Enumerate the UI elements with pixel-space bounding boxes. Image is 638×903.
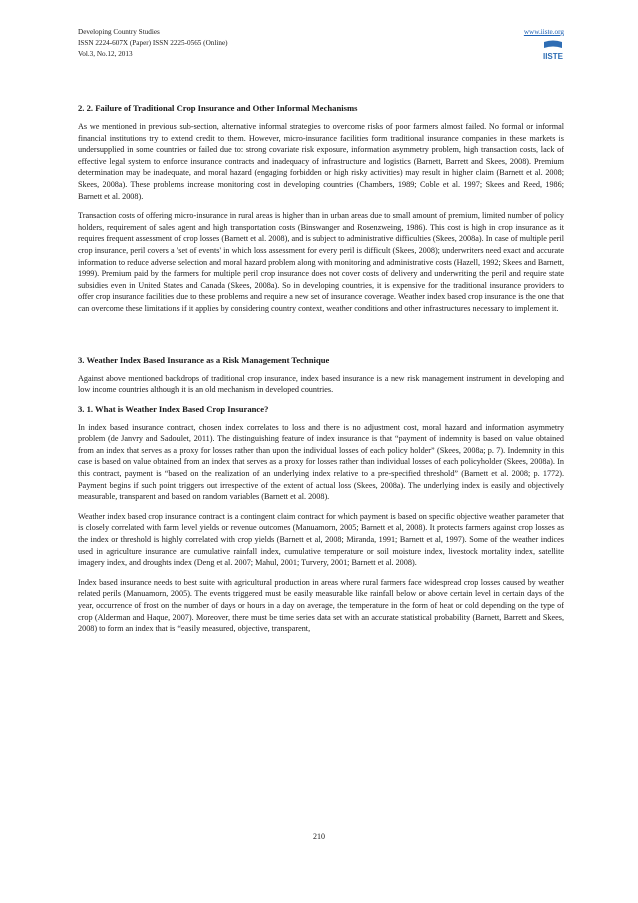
section-3-1-heading: 3. 1. What is Weather Index Based Crop Insurance? (78, 403, 269, 414)
journal-url-link[interactable]: www.iiste.org (523, 28, 564, 36)
page-number: 210 (313, 832, 325, 841)
section-gap (78, 323, 564, 355)
journal-title: Developing Country Studies (78, 28, 160, 36)
article-body (78, 103, 564, 643)
section-2-2-heading: 2. 2. Failure of Traditional Crop Insurance and Other Informal Mechanisms (78, 103, 358, 113)
volume-line: Vol.3, No.12, 2013 (78, 50, 133, 58)
issn-line: ISSN 2224-607X (Paper) ISSN 2225-0565 (Online) (78, 39, 228, 47)
logo-text: IISTE (542, 52, 564, 61)
section-3-1-paragraph-2: Weather index based crop insurance contract is a contingent claim contract for which payment is based on specific objective weather parameter that is closely correlated with farm level yields or revenue outcomes (Manuamorn, 2005; Barnett et al, 2008). It protects farmers against crop losses as the index or threshold is highly correlated with crop yields (Barnett et al, 2008; Miranda, 1991; Barnett et al, 1997). Some of the weather indices used in agriculture insurance are cumulative rainfall index, cumulative temperature or soil moisture index, livestock mortality index, satellite imagery index, and droughts index (Deng et al. 2007; Mahul, 2001; Turvery, 2001; Barnett et al. 2008). (78, 511, 564, 568)
section-2-2-paragraph-1: As we mentioned in previous sub-section, alternative informal strategies to overcome risks of poor farmers almost failed. No formal or informal financial institutions try to extend credit to them. However, micro-insurance facilities form traditional insurance companies in these markets is undersupplied in some countries or failed due to: strong covariate risk exposure, information asymmetry problem, high transaction costs, lack of effective legal system to enforce insurance contracts and inadequacy of infrastructure and logistics (Barnett, Barrett and Skees, 2008). Premium determination may be inadequate, and moral hazard (engaging forbidden or high risky activities) may result in higher claim (Barnett et al. 2008; Skees, 2008a). These problems increase monitoring cost in developing countries (Chambers, 1989; Coble et al. 1997; Skees and Reed, 1986; Barnett et al. 2008). (78, 122, 564, 201)
section-3-1-paragraph-3: Index based insurance needs to best suite with agricultural production in areas where rural farmers face widespread crop losses caused by weather related perils (Manuamorn, 2005). The events triggered must be easily measurable like rainfall below or above certain level in certain days of the year, occurrence of frost on the number of days or hours in a day on average, the temperature in the form of heat or cold depending on the type of crop (Alderman and Haque, 2007). Moreover, there must be time series data set with an accurate statistical probability (Barnett, Barrett and Skees, 2008) to form an index that is “easily measured, objective, transparent, (78, 577, 564, 634)
iiste-logo-icon (542, 39, 564, 63)
page-header (78, 27, 564, 60)
section-3-heading: 3. Weather Index Based Insurance as a Risk Management Technique (78, 354, 330, 365)
section-3-paragraph-1: Against above mentioned backdrops of traditional crop insurance, index based insurance is a new risk management instrument in developing and low income countries although it is an old mechanism in developed countries. (78, 373, 564, 395)
section-2-2-paragraph-2: Transaction costs of offering micro-insurance in rural areas is higher than in urban areas due to small amount of premium, limited number of policy holders, requirement of sales agent and high transportation costs (Binswanger and Rosenzweing, 1986). This cost is high in crop insurance as it requires frequent assessment of crop losses (Barnett et al. 2008), and is subject to administrative difficulties (Skees, 2008a). In case of multiple peril crop insurance, peril covers a 'set of events' in which loss assessment for every peril is difficult (Skees, 2008); underwriters need exact and accurate information to reduce adverse selection and moral hazard problem along with monitoring and administrative costs (Hazell, 1992; Skees and Barnett, 1999). Premium paid by the farmers for multiple peril crop insurance does not cover costs of delivery and underwriting the peril and require state subsidies even in United States and Canada (Skees, 2008a). So in developing countries, it is expensive for the traditional insurance providers to offer crop insurance facilities due to these problems and require a new set of insurance coverage. Weather index based crop insurance is the one that can overcome these limitations if it applies by considering country context, weather conditions and other infrastructures necessary to implement it. (78, 211, 564, 313)
section-3-1-paragraph-1: In index based insurance contract, chosen index correlates to loss and there is no adjustment cost, moral hazard and information asymmetry problem (de Janvry and Sadoulet, 2011). The distinguishing feature of index insurance is that “payment of indemnity is based on value obtained from an index that serves as a proxy for losses rather than upon the individual losses of each policy holder” (Skees, 2008a; p. 7). Indemnity in this case is based on value obtained from an index that serves as a proxy for losses rather than individual losses of each policyholder (Skees, 2008a). In this contract, payment is “based on the realization of an underlying index relative to a pre-specified threshold” (Barnett et al. 2008; p. 1772). Payment begins if such point triggers out irrespective of the extent of actual loss (Skees, 2008a). The underlying index is easily and objectively measurable, transparent and based on random variables (Barnett et al. 2008). (78, 422, 564, 502)
